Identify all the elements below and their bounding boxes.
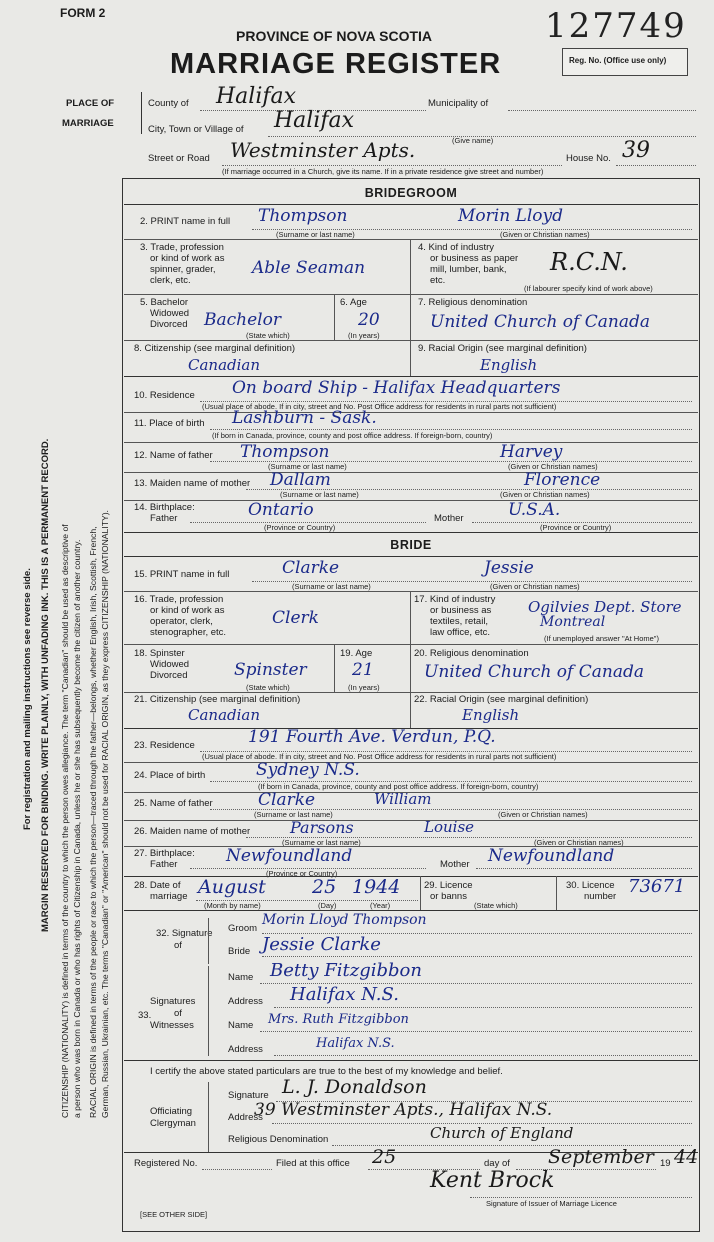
marriage-day: 25: [312, 876, 337, 898]
groom-trade-label-b: or kind of work as: [150, 253, 225, 264]
bride-status: Spinster: [234, 660, 307, 680]
bride-industry-note: (If unemployed answer "At Home"): [544, 634, 659, 643]
bride-religion-label: 20. Religious denomination: [414, 648, 529, 659]
form-number: FORM 2: [60, 6, 106, 20]
bride-father-prov-caption: (Province or Country): [266, 869, 338, 878]
filed-label: Filed at this office: [276, 1158, 350, 1169]
groom-name-label: 2. PRINT name in full: [140, 216, 231, 227]
groom-section-title: BRIDEGROOM: [364, 186, 458, 200]
witness-label-1: Signatures: [150, 996, 196, 1007]
groom-mother-given-caption: (Given or Christian names): [500, 490, 590, 499]
groom-trade: Able Seaman: [252, 258, 366, 278]
groom-mother-surname-caption: (Surname or last name): [280, 490, 359, 499]
bride-birthplace27-mother: Mother: [440, 859, 470, 870]
groom-citizenship-label: 8. Citizenship (see marginal definition): [134, 343, 296, 354]
licence-label-b: or banns: [430, 891, 467, 902]
groom-age-label: 6. Age: [340, 297, 367, 308]
groom-origin-label: 9. Racial Origin (see marginal definition): [418, 343, 587, 354]
bride-industry-label-c: textiles, retail,: [430, 616, 489, 627]
bride-father-birthplace: Newfoundland: [226, 846, 353, 866]
bride-industry-label-d: law office, etc.: [430, 627, 491, 638]
groom-birthplace14-father: Father: [150, 513, 178, 524]
witness2-name: Mrs. Ruth Fitzgibbon: [268, 1012, 409, 1027]
bride-birthplace-label: 24. Place of birth: [134, 770, 206, 781]
margin-line-5: RACIAL ORIGIN is defined in terms of the people or race to which the person—traced through the father—belongs, whether English, Irish, Scottish, French,: [88, 526, 98, 1118]
street-label: Street or Road: [148, 153, 210, 164]
witness2-name-label: Name: [228, 1020, 254, 1031]
bride-trade-label: 16. Trade, profession: [134, 594, 224, 605]
groom-status-label-c: Divorced: [150, 319, 188, 330]
bride-mother-birthplace: Newfoundland: [488, 846, 615, 866]
province-title: PROVINCE OF NOVA SCOTIA: [236, 28, 433, 44]
groom-trade-label-d: clerk, etc.: [150, 275, 191, 286]
witness2-address: Halifax N.S.: [316, 1036, 395, 1051]
groom-religion-label: 7. Religious denomination: [418, 297, 528, 308]
groom-status-caption: (State which): [246, 331, 290, 340]
groom-birthplace: Lashburn - Sask.: [232, 408, 377, 428]
bride-surname: Clarke: [282, 558, 340, 578]
filed-year: 44: [674, 1146, 699, 1168]
day-of-label: day of: [484, 1158, 510, 1169]
city-value: Halifax: [274, 108, 355, 133]
margin-line-4: a person who was born in Canada or who has rights of Citizenship in Canada, unless he or she has subsequently become the citizen of another country.: [72, 539, 82, 1118]
bride-section-title: BRIDE: [390, 538, 432, 552]
filed-month: September: [548, 1146, 654, 1168]
clergy-signature: L. J. Donaldson: [282, 1076, 427, 1098]
margin-line-1: For registration and mailing instructions see reverse side.: [22, 568, 33, 830]
groom-age-caption: (In years): [348, 331, 380, 340]
bride-father-surname: Clarke: [258, 790, 316, 810]
groom-mother-prov-caption: (Province or Country): [540, 523, 612, 532]
filed-day: 25: [372, 1146, 397, 1168]
witness1-address: Halifax N.S.: [290, 984, 399, 1005]
groom-mother-label: 13. Maiden name of mother: [134, 478, 251, 489]
bride-age-label: 19. Age: [340, 648, 373, 659]
bride-status-label-b: Widowed: [150, 659, 190, 670]
licence-label: 29. Licence: [424, 880, 473, 891]
groom-status-label: 5. Bachelor: [140, 297, 189, 308]
groom-birthplace14-mother: Mother: [434, 513, 464, 524]
bride-sig-label: Bride: [228, 946, 251, 957]
bride-trade-label-c: operator, clerk,: [150, 616, 213, 627]
marriage-date-label: 28. Date of: [134, 880, 181, 891]
county-label: County of: [148, 98, 189, 109]
filed-year-prefix: 19: [660, 1158, 671, 1169]
margin-line-6: German, Russian, Ukrainian, etc. The terms "Canadian" or "American" should not be used for RACIAL ORIGIN, as they express CITIZENSHIP (NATIONALITY).: [100, 510, 110, 1118]
reg-box: [562, 48, 688, 76]
clergy-address: 39 Westminster Apts., Halifax N.S.: [254, 1100, 553, 1120]
bride-trade: Clerk: [272, 608, 319, 628]
groom-mother-birthplace: U.S.A.: [508, 500, 561, 520]
signature-label-of: of: [174, 940, 182, 951]
bride-given-caption: (Given or Christian names): [490, 582, 580, 591]
bride-citizenship-label: 21. Citizenship (see marginal definition): [134, 694, 301, 705]
groom-surname-caption: (Surname or last name): [276, 230, 355, 239]
witness2-address-label: Address: [228, 1044, 263, 1055]
bride-father-surname-caption: (Surname or last name): [254, 810, 333, 819]
clergyman-label-1: Officiating: [150, 1106, 193, 1117]
groom-industry-label-c: mill, lumber, bank,: [430, 264, 507, 275]
groom-residence-label: 10. Residence: [134, 390, 195, 401]
bride-residence: 191 Fourth Ave. Verdun, P.Q.: [248, 727, 496, 747]
signature-label: 32. Signature: [156, 928, 213, 939]
house-value: 39: [622, 138, 650, 163]
marriage-date-label-b: marriage: [150, 891, 188, 902]
bride-residence-note: (Usual place of abode. If in city, street and No. Post Office address for residents in rural parts not sufficient): [202, 752, 557, 761]
bride-mother-given-caption: (Given or Christian names): [534, 838, 624, 847]
groom-residence-note: (Usual place of abode. If in city, street and No. Post Office address for residents in rural parts not sufficient): [202, 402, 557, 411]
groom-birthplace14-label: 14. Birthplace:: [134, 502, 195, 513]
bride-trade-label-d: stenographer, etc.: [150, 627, 227, 638]
margin-line-2: MARGIN RESERVED FOR BINDING. WRITE PLAINLY, WITH UNFADING INK. THIS IS A PERMANENT RECORD.: [40, 438, 51, 932]
groom-father-prov-caption: (Province or Country): [264, 523, 336, 532]
bride-birthplace27-label: 27. Birthplace:: [134, 848, 195, 859]
bride-signature: Jessie Clarke: [262, 934, 381, 955]
county-value: Halifax: [216, 84, 297, 109]
margin-line-3: CITIZENSHIP (NATIONALITY) is defined in terms of the country to which the person owes allegiance. The term "Canadian" should be used as descriptive of: [60, 524, 70, 1118]
groom-industry-label-d: etc.: [430, 275, 446, 286]
bride-industry-city: Montreal: [540, 614, 606, 630]
bride-mother-label: 26. Maiden name of mother: [134, 826, 251, 837]
street-value: Westminster Apts.: [230, 138, 416, 162]
clergy-religion: Church of England: [430, 1124, 574, 1142]
witness1-name: Betty Fitzgibbon: [270, 960, 422, 981]
groom-birthplace-label: 11. Place of birth: [134, 418, 205, 429]
bride-mother-surname-caption: (Surname or last name): [282, 838, 361, 847]
bride-industry-label-b: or business as: [430, 605, 492, 616]
groom-father-surname-caption: (Surname or last name): [268, 462, 347, 471]
bride-mother-given: Louise: [424, 818, 475, 836]
house-label: House No.: [566, 153, 611, 164]
witness-label-2: of: [174, 1008, 182, 1019]
groom-signature: Morin Lloyd Thompson: [262, 912, 427, 928]
bride-birthplace27-father: Father: [150, 859, 178, 870]
groom-industry: R.C.N.: [550, 248, 628, 276]
municipality-label: Municipality of: [428, 98, 489, 109]
groom-given: Morin Lloyd: [458, 206, 564, 226]
groom-mother-surname: Dallam: [270, 470, 331, 490]
clergy-sig-label: Signature: [228, 1090, 269, 1101]
reg-label: Reg. No. (Office use only): [569, 56, 667, 65]
groom-industry-label-b: or business as paper: [430, 253, 519, 264]
bride-surname-caption: (Surname or last name): [292, 582, 371, 591]
marriage-year-caption: (Year): [370, 901, 391, 910]
registered-label: Registered No.: [134, 1158, 198, 1169]
place-label-1: PLACE OF: [66, 98, 115, 109]
clergyman-label-2: Clergyman: [150, 1118, 196, 1129]
marriage-day-caption: (Day): [318, 901, 337, 910]
groom-status-label-b: Widowed: [150, 308, 190, 319]
bride-father-given: William: [374, 790, 432, 808]
give-name-caption: (Give name): [452, 136, 494, 145]
see-other-side: [SEE OTHER SIDE]: [140, 1210, 208, 1219]
groom-industry-note: (If labourer specify kind of work above): [524, 284, 653, 293]
bride-name-label: 15. PRINT name in full: [134, 569, 230, 580]
bride-citizenship: Canadian: [188, 706, 261, 724]
marriage-month-caption: (Month by name): [204, 901, 261, 910]
groom-age: 20: [358, 310, 380, 330]
issuer-label: Signature of Issuer of Marriage Licence: [486, 1199, 617, 1208]
licence-number-label: 30. Licence: [566, 880, 615, 891]
bride-birth-note: (If born in Canada, province, county and post office address. If foreign-born, country): [258, 782, 539, 791]
groom-father-label: 12. Name of father: [134, 450, 213, 461]
licence-number: 73671: [628, 876, 686, 897]
bride-father-given-caption: (Given or Christian names): [498, 810, 588, 819]
clergy-religion-label: Religious Denomination: [228, 1134, 329, 1145]
groom-sig-label: Groom: [228, 923, 258, 934]
bride-birthplace: Sydney N.S.: [256, 760, 360, 780]
groom-father-given-caption: (Given or Christian names): [508, 462, 598, 471]
groom-father-birthplace: Ontario: [248, 500, 314, 520]
bride-father-label: 25. Name of father: [134, 798, 213, 809]
bride-industry-label: 17. Kind of industry: [414, 594, 496, 605]
witness-label-3: Witnesses: [150, 1020, 194, 1031]
groom-religion: United Church of Canada: [430, 312, 650, 332]
licence-number-label-b: number: [584, 891, 617, 902]
bride-religion: United Church of Canada: [424, 662, 644, 682]
page-title: MARRIAGE REGISTER: [170, 48, 502, 80]
groom-status: Bachelor: [204, 310, 281, 330]
witness1-address-label: Address: [228, 996, 263, 1007]
licence-caption: (State which): [474, 901, 518, 910]
marriage-month: August: [198, 876, 266, 898]
marriage-year: 1944: [352, 876, 401, 898]
bride-origin: English: [462, 706, 520, 724]
witness1-name-label: Name: [228, 972, 254, 983]
bride-origin-label: 22. Racial Origin (see marginal definition): [414, 694, 589, 705]
groom-father-surname: Thompson: [240, 442, 330, 462]
groom-residence: On board Ship - Halifax Headquarters: [232, 378, 561, 398]
certify-text: I certify the above stated particulars are true to the best of my knowledge and belief.: [150, 1066, 503, 1077]
groom-trade-label-c: spinner, grader,: [150, 264, 216, 275]
groom-citizenship: Canadian: [188, 356, 261, 374]
bride-status-label: 18. Spinster: [134, 648, 185, 659]
groom-birth-note: (If born in Canada, province, county and post office address. If foreign-born, country): [212, 431, 493, 440]
bride-status-caption: (State which): [246, 683, 290, 692]
place-note: (If marriage occurred in a Church, give its name. If in a private residence give street and number): [222, 167, 544, 176]
city-label: City, Town or Village of: [148, 124, 244, 135]
groom-given-caption: (Given or Christian names): [500, 230, 590, 239]
bride-status-label-c: Divorced: [150, 670, 188, 681]
groom-industry-label: 4. Kind of industry: [418, 242, 495, 253]
bride-trade-label-b: or kind of work as: [150, 605, 225, 616]
bride-age: 21: [352, 660, 374, 680]
bride-mother-surname: Parsons: [290, 818, 354, 837]
groom-trade-label: 3. Trade, profession: [140, 242, 224, 253]
reg-number: 127749: [545, 6, 687, 46]
groom-mother-given: Florence: [524, 470, 601, 490]
clergy-address-label: Address: [228, 1112, 263, 1123]
bride-age-caption: (In years): [348, 683, 380, 692]
groom-father-given: Harvey: [500, 442, 563, 462]
issuer-signature: Kent Brock: [430, 1168, 555, 1193]
bride-residence-label: 23. Residence: [134, 740, 195, 751]
bride-given: Jessie: [484, 558, 534, 578]
witness-number: 33.: [138, 1010, 152, 1021]
groom-surname: Thompson: [258, 206, 348, 226]
bride-industry: Ogilvies Dept. Store: [528, 598, 682, 616]
place-label-2: MARRIAGE: [62, 118, 114, 129]
groom-origin: English: [480, 356, 538, 374]
